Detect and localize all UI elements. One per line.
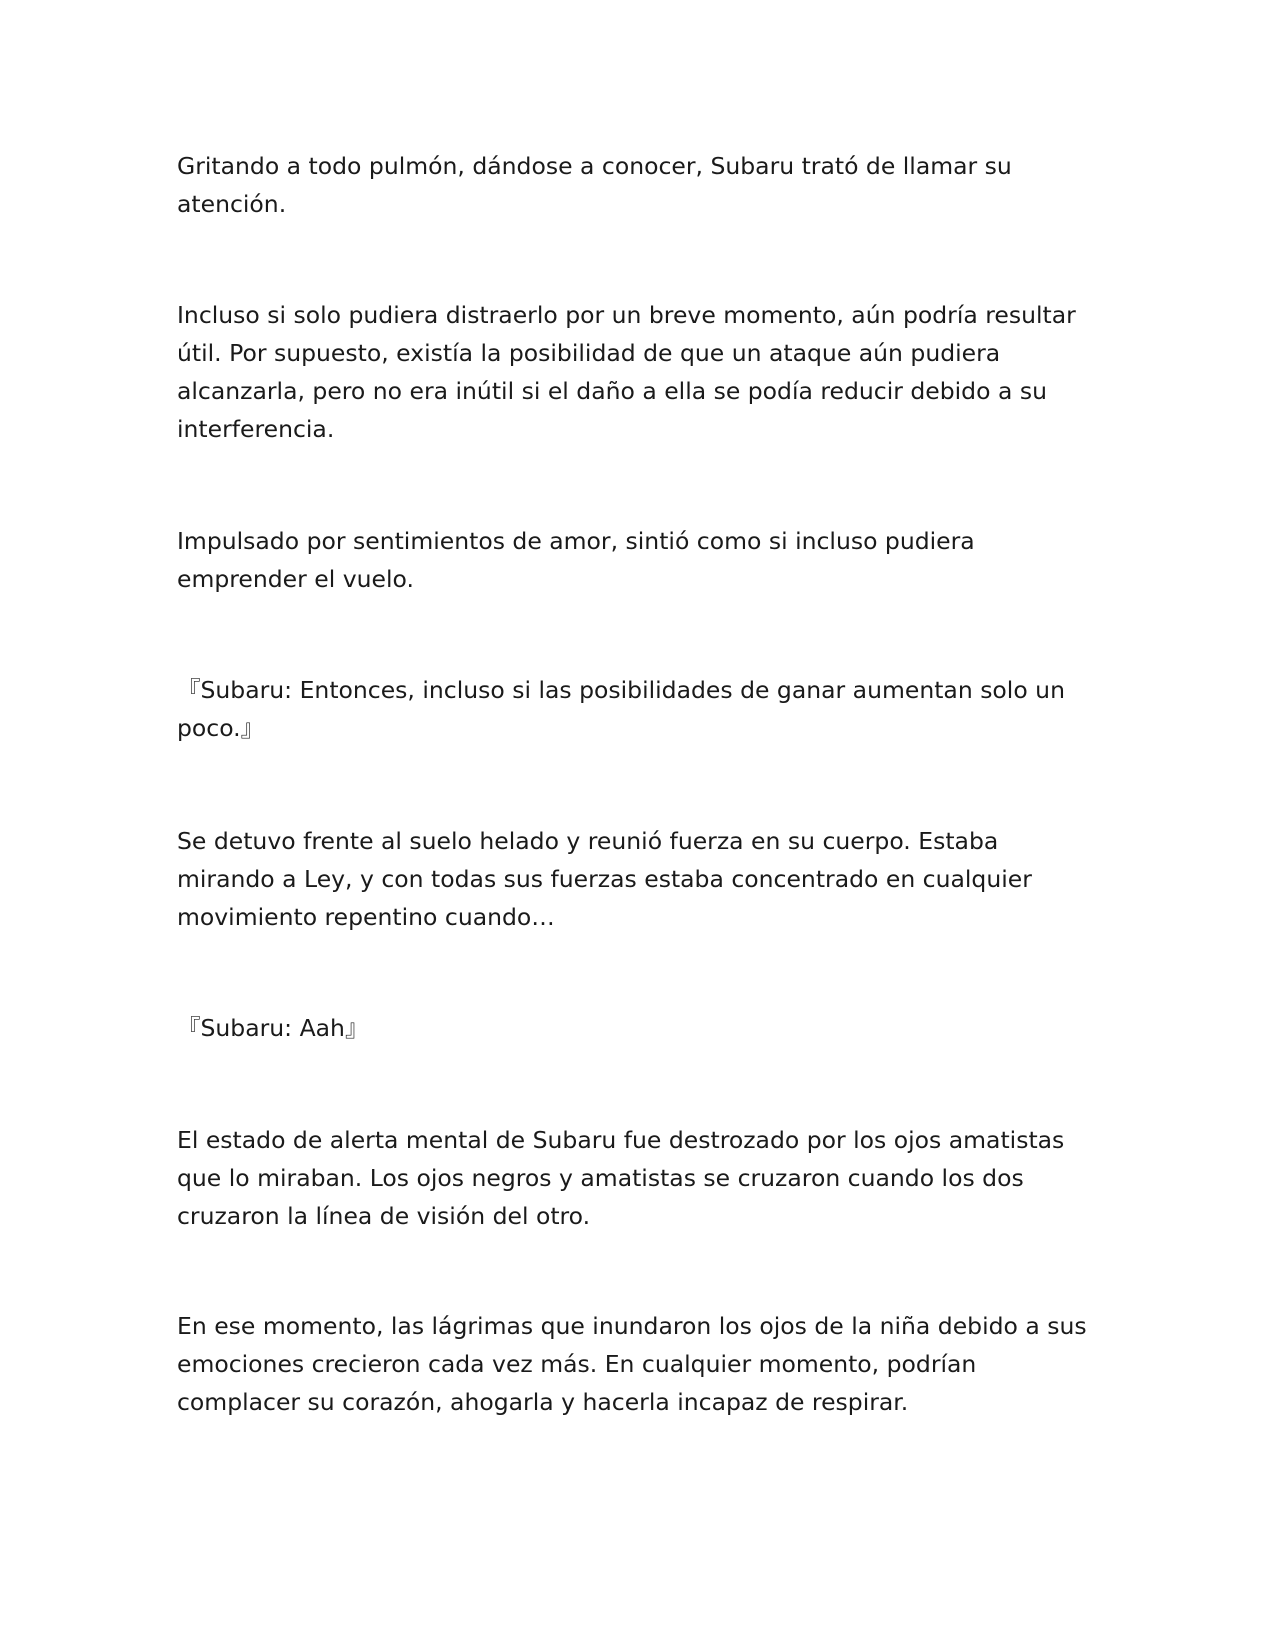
paragraph: Impulsado por sentimientos de amor, sintió como si incluso pudiera emprender el vuelo. <box>177 527 975 593</box>
paragraph: En ese momento, las lágrimas que inundaron los ojos de la niña debido a sus emociones crecieron cada vez más. En cualquier momento, podrían complacer su corazón, ahogarla y hacerla incapaz de respirar. <box>177 1312 1087 1416</box>
dialogue-line: 『Subaru: Entonces, incluso si las posibilidades de ganar aumentan solo un poco.』 <box>177 676 1065 742</box>
dialogue-line: 『Subaru: Aah』 <box>177 1014 369 1042</box>
paragraph: Incluso si solo pudiera distraerlo por un breve momento, aún podría resultar útil. Por supuesto, existía la posibilidad de que un ataque aún pudiera alcanzarla, pero no era inútil si el daño a ella se podía reducir debido a su interferencia. <box>177 301 1076 443</box>
paragraph: El estado de alerta mental de Subaru fue destrozado por los ojos amatistas que lo miraban. Los ojos negros y amatistas se cruzaron cuando los dos cruzaron la línea de visión del otro. <box>177 1126 1065 1230</box>
paragraph: Gritando a todo pulmón, dándose a conocer, Subaru trató de llamar su atención. <box>177 152 1012 218</box>
paragraph: Se detuvo frente al suelo helado y reunió fuerza en su cuerpo. Estaba mirando a Ley, y con todas sus fuerzas estaba concentrado en cualquier movimiento repentino cuando… <box>177 827 1032 931</box>
